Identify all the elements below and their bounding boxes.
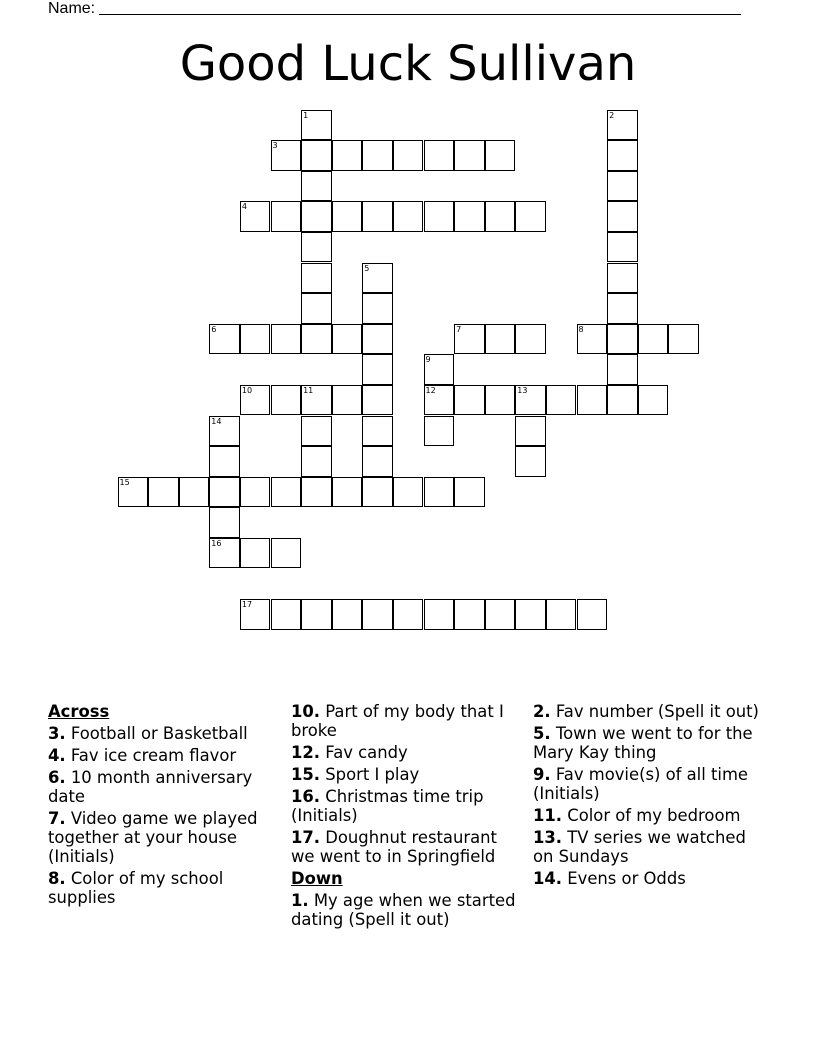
grid-cell[interactable] — [301, 201, 332, 232]
grid-cell[interactable] — [271, 324, 302, 355]
grid-cell[interactable] — [362, 140, 393, 171]
grid-cell[interactable] — [332, 201, 363, 232]
grid-cell[interactable] — [301, 171, 332, 202]
across-clue-12 — [291, 743, 523, 762]
grid-cell[interactable] — [271, 538, 302, 569]
grid-cell[interactable] — [515, 599, 546, 630]
grid-cell[interactable] — [393, 201, 424, 232]
down-clue-14 — [533, 869, 765, 888]
grid-cell[interactable] — [271, 477, 302, 508]
grid-cell[interactable] — [362, 599, 393, 630]
grid-cell[interactable] — [332, 385, 363, 416]
grid-cell[interactable] — [515, 416, 546, 447]
grid-cell[interactable] — [332, 324, 363, 355]
down-clue-13 — [533, 828, 765, 866]
grid-cell[interactable] — [607, 140, 638, 171]
grid-cell[interactable] — [209, 324, 240, 355]
grid-cell[interactable] — [546, 599, 577, 630]
grid-cell[interactable] — [271, 385, 302, 416]
grid-cell[interactable] — [485, 140, 516, 171]
grid-cell[interactable] — [332, 477, 363, 508]
grid-cell[interactable] — [332, 599, 363, 630]
grid-cell[interactable] — [424, 599, 455, 630]
grid-cell[interactable] — [424, 201, 455, 232]
grid-cell[interactable] — [240, 477, 271, 508]
grid-cell[interactable] — [577, 599, 608, 630]
grid-cell[interactable] — [362, 324, 393, 355]
grid-cell[interactable] — [271, 140, 302, 171]
clue-text: Evens or Odds — [567, 869, 686, 888]
clue-number: 15. — [291, 765, 321, 784]
grid-cell[interactable] — [362, 263, 393, 294]
grid-cell[interactable] — [515, 446, 546, 477]
down-clue-2 — [533, 702, 765, 721]
down-clue-11 — [533, 806, 765, 825]
across-clue-7 — [48, 809, 278, 866]
across-clue-17 — [291, 828, 523, 866]
grid-cell[interactable] — [607, 354, 638, 385]
grid-cell[interactable] — [301, 477, 332, 508]
grid-cell[interactable] — [485, 599, 516, 630]
cell-number: 15 — [119, 477, 130, 487]
clue-number: 3. — [48, 724, 66, 743]
clue-text: Fav candy — [325, 743, 408, 762]
clue-text: Christmas time trip (Initials) — [291, 787, 484, 825]
grid-cell[interactable] — [209, 507, 240, 538]
grid-cell[interactable] — [485, 201, 516, 232]
grid-cell[interactable] — [393, 599, 424, 630]
clue-number: 1. — [291, 891, 309, 910]
grid-cell[interactable] — [301, 446, 332, 477]
clue-number: 6. — [48, 768, 66, 787]
grid-cell[interactable] — [424, 354, 455, 385]
grid-cell[interactable] — [607, 171, 638, 202]
cell-number: 16 — [211, 538, 222, 548]
clue-number: 16. — [291, 787, 321, 806]
grid-cell[interactable] — [362, 446, 393, 477]
grid-cell[interactable] — [271, 201, 302, 232]
grid-cell[interactable] — [515, 201, 546, 232]
grid-cell[interactable] — [638, 385, 669, 416]
cell-number: 17 — [241, 600, 253, 610]
cell-number: 6 — [211, 324, 217, 334]
grid-cell[interactable] — [209, 446, 240, 477]
grid-cell[interactable] — [362, 416, 393, 447]
across-clue-10 — [291, 702, 523, 740]
grid-cell[interactable] — [607, 201, 638, 232]
grid-cell[interactable] — [424, 385, 455, 416]
clue-number: 12. — [291, 743, 321, 762]
grid-cell[interactable] — [240, 599, 271, 630]
clue-text: 10 month anniversary date — [48, 768, 253, 806]
grid-cell[interactable] — [301, 416, 332, 447]
grid-cell[interactable] — [393, 140, 424, 171]
grid-cell[interactable] — [454, 324, 485, 355]
cell-number: 9 — [425, 355, 431, 365]
clue-text: Fav ice cream flavor — [70, 746, 237, 765]
grid-cell[interactable] — [179, 477, 210, 508]
cell-number: 10 — [241, 385, 253, 395]
grid-cell[interactable] — [118, 477, 149, 508]
clue-number: 10. — [291, 702, 321, 721]
grid-cell[interactable] — [577, 385, 608, 416]
cell-number: 5 — [364, 263, 370, 273]
grid-cell[interactable] — [271, 599, 302, 630]
grid-cell[interactable] — [240, 324, 271, 355]
clue-number: 8. — [48, 869, 66, 888]
grid-cell[interactable] — [607, 232, 638, 263]
grid-cell[interactable] — [424, 140, 455, 171]
cell-number: 2 — [609, 110, 615, 120]
clue-column-3 — [533, 702, 765, 891]
grid-cell[interactable] — [638, 324, 669, 355]
clue-text: My age when we started dating (Spell it out) — [291, 891, 516, 929]
across-clue-8 — [48, 869, 278, 907]
grid-cell[interactable] — [454, 385, 485, 416]
across-clue-4 — [48, 746, 278, 765]
grid-cell[interactable] — [362, 293, 393, 324]
grid-cell[interactable] — [301, 385, 332, 416]
cell-number: 12 — [425, 385, 436, 395]
clue-text: Video game we played together at your house (Initials) — [48, 809, 258, 866]
grid-cell[interactable] — [454, 599, 485, 630]
name-label: Name: — [48, 0, 96, 17]
grid-cell[interactable] — [332, 140, 363, 171]
across-clue-6 — [48, 768, 278, 806]
clue-text: Color of my school supplies — [48, 869, 224, 907]
clue-text: Fav movie(s) of all time (Initials) — [533, 765, 749, 803]
clue-text: Doughnut restaurant we went to in Springfield — [291, 828, 497, 866]
grid-cell[interactable] — [485, 324, 516, 355]
grid-cell[interactable] — [301, 140, 332, 171]
grid-cell[interactable] — [362, 385, 393, 416]
down-clue-9 — [533, 765, 765, 803]
grid-cell[interactable] — [362, 201, 393, 232]
cell-number: 14 — [211, 416, 222, 426]
cell-number: 3 — [272, 141, 278, 151]
grid-cell[interactable] — [607, 110, 638, 141]
grid-cell[interactable] — [607, 385, 638, 416]
grid-cell[interactable] — [454, 477, 485, 508]
clue-text: Fav number (Spell it out) — [555, 702, 759, 721]
across-heading: Across — [48, 702, 110, 721]
clue-number: 9. — [533, 765, 551, 784]
clue-number: 13. — [533, 828, 563, 847]
cell-number: 1 — [303, 110, 309, 120]
grid-cell[interactable] — [454, 201, 485, 232]
down-clue-1 — [291, 891, 523, 929]
clue-number: 4. — [48, 746, 66, 765]
across-clue-3 — [48, 724, 278, 743]
page-title: Good Luck Sullivan — [179, 36, 637, 92]
clue-number: 2. — [533, 702, 551, 721]
grid-cell[interactable] — [454, 140, 485, 171]
grid-cell[interactable] — [301, 110, 332, 141]
clue-number: 11. — [533, 806, 563, 825]
grid-cell[interactable] — [240, 201, 271, 232]
clue-text: Town we went to for the Mary Kay thing — [533, 724, 753, 762]
grid-cell[interactable] — [393, 477, 424, 508]
clue-column-1 — [48, 702, 278, 910]
grid-cell[interactable] — [485, 385, 516, 416]
clue-number: 14. — [533, 869, 563, 888]
grid-cell[interactable] — [424, 477, 455, 508]
grid-cell[interactable] — [607, 293, 638, 324]
clue-number: 7. — [48, 809, 66, 828]
grid-cell[interactable] — [209, 538, 240, 569]
grid-cell[interactable] — [209, 416, 240, 447]
grid-cell[interactable] — [240, 385, 271, 416]
across-clue-16 — [291, 787, 523, 825]
clue-number: 5. — [533, 724, 551, 743]
clue-text: TV series we watched on Sundays — [533, 828, 746, 866]
grid-cell[interactable] — [577, 324, 608, 355]
grid-cell[interactable] — [607, 263, 638, 294]
grid-cell[interactable] — [362, 477, 393, 508]
clue-text: Color of my bedroom — [567, 806, 741, 825]
cell-number: 8 — [578, 324, 584, 334]
grid-cell[interactable] — [515, 324, 546, 355]
grid-cell[interactable] — [148, 477, 179, 508]
clue-text: Football or Basketball — [70, 724, 248, 743]
grid-cell[interactable] — [362, 354, 393, 385]
cell-number: 4 — [241, 202, 247, 212]
clue-text: Sport I play — [325, 765, 420, 784]
grid-cell[interactable] — [424, 416, 455, 447]
down-clue-5 — [533, 724, 765, 762]
down-heading: Down — [291, 869, 343, 888]
cell-number: 13 — [517, 385, 528, 395]
clue-column-2 — [291, 702, 523, 932]
across-clue-15 — [291, 765, 523, 784]
grid-cell[interactable] — [546, 385, 577, 416]
cell-number: 7 — [456, 324, 462, 334]
grid-cell[interactable] — [240, 538, 271, 569]
grid-cell[interactable] — [301, 599, 332, 630]
grid-cell[interactable] — [301, 232, 332, 263]
clue-number: 17. — [291, 828, 321, 847]
grid-cell[interactable] — [301, 293, 332, 324]
cell-number: 11 — [303, 385, 314, 395]
grid-cell[interactable] — [515, 385, 546, 416]
grid-cell[interactable] — [607, 324, 638, 355]
grid-cell[interactable] — [209, 477, 240, 508]
clue-text: Part of my body that I broke — [291, 702, 504, 740]
grid-cell[interactable] — [301, 324, 332, 355]
grid-cell[interactable] — [668, 324, 699, 355]
grid-cell[interactable] — [301, 263, 332, 294]
